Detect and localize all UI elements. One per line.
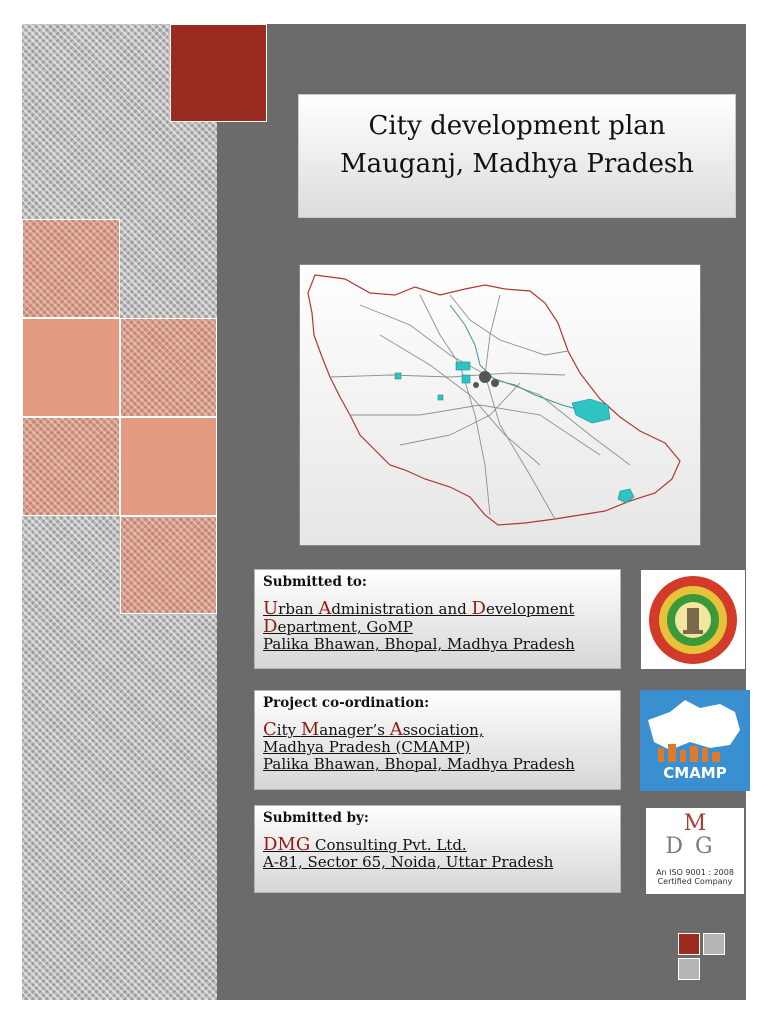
emblem-icon: [641, 570, 745, 669]
initial-letter: A: [389, 719, 403, 740]
initial-letter: C: [263, 719, 277, 740]
text-part: evelopment: [485, 600, 575, 618]
small-gray-square: [703, 933, 725, 955]
text-part: ssociation,: [402, 721, 484, 739]
project-coordination-line-3: Palika Bhawan, Bhopal, Madhya Pradesh: [263, 755, 575, 773]
submitted-by-heading: Submitted by:: [263, 810, 369, 826]
accent-red-tile: [170, 24, 267, 122]
project-coordination-line-2: Madhya Pradesh (CMAMP): [263, 738, 471, 756]
text-part: rban: [278, 600, 319, 618]
initial-letter: U: [263, 598, 279, 619]
submitted-by-box: [254, 805, 621, 893]
submitted-to-line-1: [263, 600, 612, 618]
title-line-2: Mauganj, Madhya Pradesh: [340, 149, 694, 179]
dmg-logo-letter-m: M: [683, 811, 707, 836]
initial-letter: M: [300, 719, 320, 740]
cmamp-logo: [640, 690, 750, 791]
initial-letter: A: [318, 598, 332, 619]
text-part: epartment, GoMP: [277, 618, 413, 636]
decor-tile: [120, 516, 217, 614]
project-coordination-box: [254, 690, 621, 790]
initial-letter: D: [263, 616, 278, 637]
submitted-to-box: [254, 569, 621, 669]
decor-tile: [22, 219, 120, 318]
dmg-logo: [646, 808, 744, 894]
text-part: Consulting Pvt. Ltd.: [310, 836, 467, 854]
submitted-by-line-1: [263, 836, 612, 854]
cmamp-logo-text: CMAMP: [663, 764, 727, 782]
text-part: dministration and: [331, 600, 472, 618]
title-box: [298, 94, 736, 218]
title-line-1: City development plan: [368, 111, 666, 141]
map-boundary: [308, 275, 680, 525]
dmg-logo-caption-1: An ISO 9001 : 2008: [656, 868, 734, 877]
city-map: [299, 264, 701, 546]
submitted-to-line-2: [263, 618, 612, 636]
company-initials: DMG: [263, 834, 311, 855]
text-part: anager’s: [319, 721, 390, 739]
initial-letter: D: [471, 598, 486, 619]
city-boundary-map: [300, 265, 700, 545]
small-gray-square: [678, 958, 700, 980]
mp-govt-emblem-logo: [641, 570, 745, 669]
project-coordination-line-1: [263, 721, 612, 739]
dmg-logo-letters-dg: DG: [665, 834, 725, 859]
decor-tile: [120, 417, 217, 516]
small-red-square: [678, 933, 700, 955]
decor-tile: [22, 417, 120, 516]
submitted-to-line-3: Palika Bhawan, Bhopal, Madhya Pradesh: [263, 635, 575, 653]
submitted-by-line-2: A-81, Sector 65, Noida, Uttar Pradesh: [263, 853, 554, 871]
dmg-logo-caption-2: Certified Company: [657, 877, 733, 886]
project-coordination-heading: Project co-ordination:: [263, 695, 430, 711]
submitted-to-heading: Submitted to:: [263, 574, 367, 590]
decor-tile: [120, 318, 217, 417]
text-part: ity: [276, 721, 301, 739]
decor-tile: [22, 318, 120, 417]
water-bodies: [395, 362, 634, 503]
